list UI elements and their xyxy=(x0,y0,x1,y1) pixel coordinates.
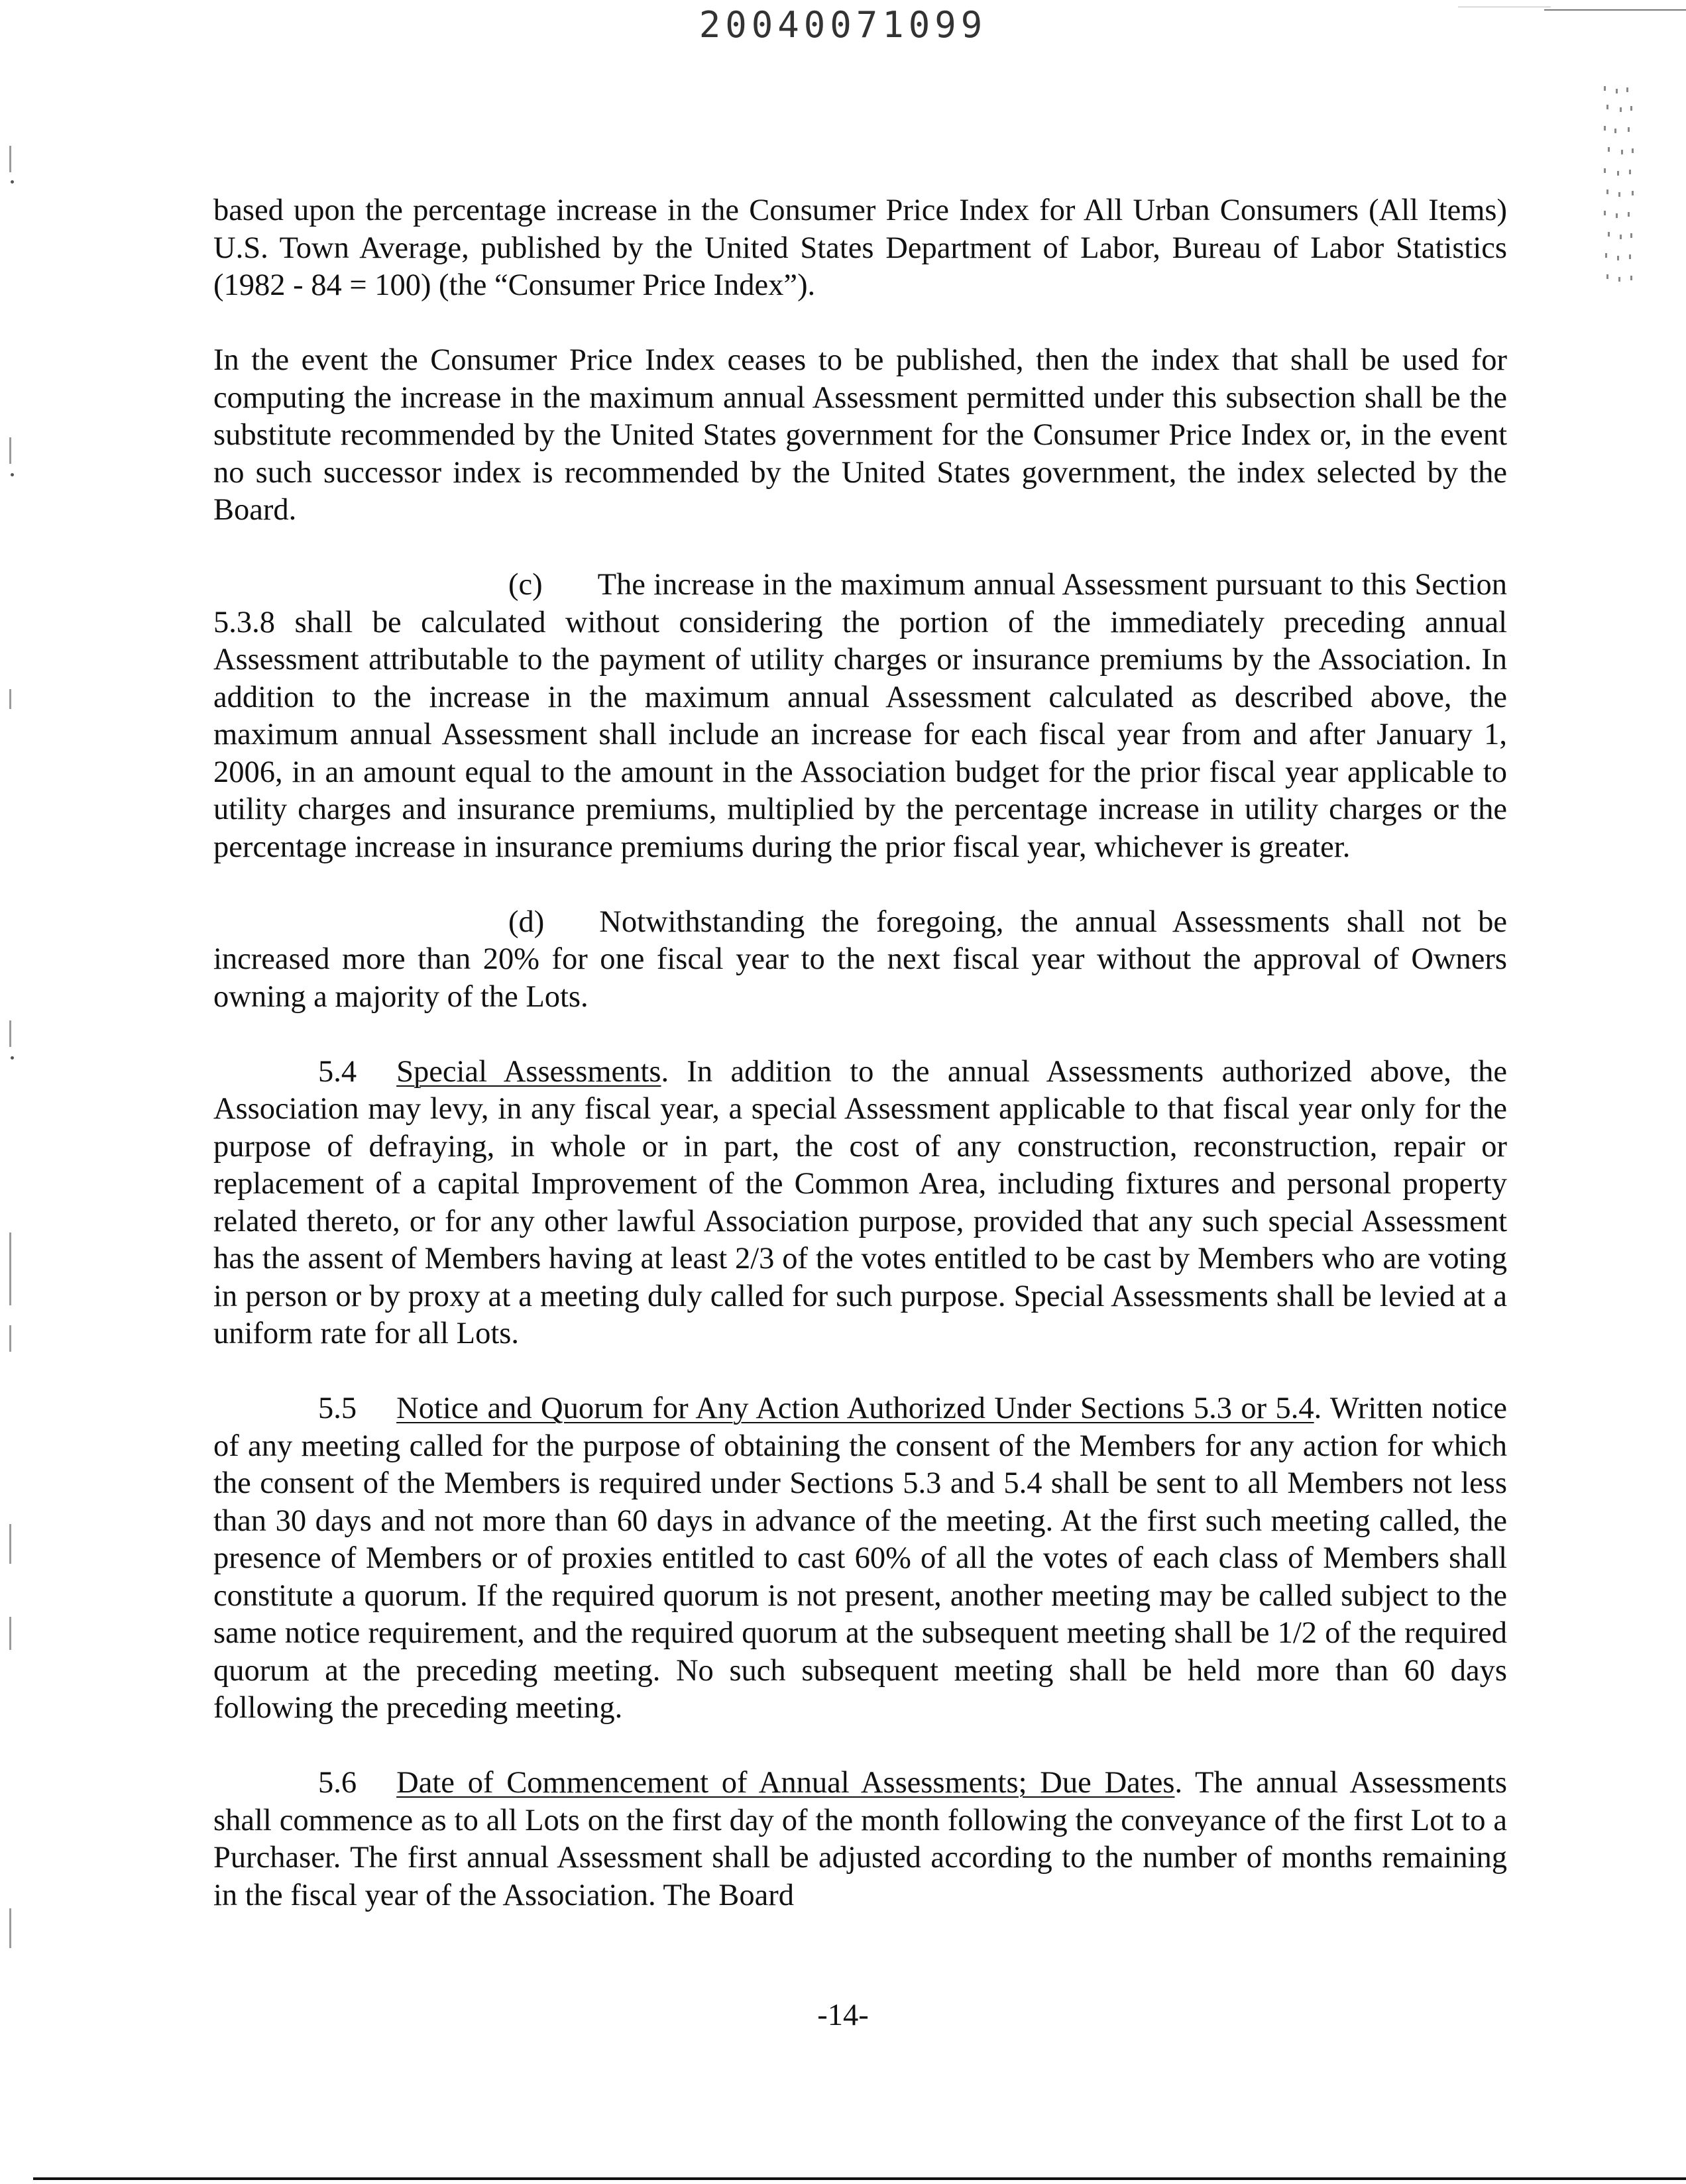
scan-edge-mark xyxy=(9,146,11,172)
paragraph-text: Notwithstanding the foregoing, the annual Assessments shall not be increased more than 20% for one fiscal year to the next fiscal year without the approval of Owners owning a majority of the Lots. xyxy=(213,904,1507,1014)
document-body xyxy=(213,192,1507,1952)
scan-edge-mark xyxy=(9,1908,11,1948)
section-number: 5.4 xyxy=(318,1054,357,1089)
section-text: . The annual Assessments shall commence as to all Lots on the first day of the month following the conveyance of the first Lot to a Purchaser. The first annual Assessment shall be adjusted according to the number of months remaining in the fiscal year of the Association. The Board xyxy=(213,1766,1507,1912)
scan-edge-dot xyxy=(11,180,14,184)
section-5-4 xyxy=(213,1054,1507,1353)
paragraph-cpi-basis: based upon the percentage increase in the Consumer Price Index for All Urban Consumers (All Items) U.S. Town Average, published by the United States Department of Labor, Bureau of Labor Statistics (1982 - 84 = 100) (the “Consumer Price Index”). xyxy=(213,193,1507,302)
document-number: 20040071099 xyxy=(699,4,987,46)
paragraph-c xyxy=(213,567,1507,866)
paragraph-text: The increase in the maximum annual Assessment pursuant to this Section 5.3.8 shall be calculated without considering the portion of the immediately preceding annual Assessment attributable to the payment of utility charges or insurance premiums by the Association. In addition to the increase in the maximum annual Assessment calculated as described above, the maximum annual Assessment shall include an increase for each fiscal year from and after January 1, 2006, in an amount equal to the amount in the Association budget for the prior fiscal year applicable to utility charges and insurance premiums, multiplied by the percentage increase in utility charges or the percentage increase in insurance premiums during the prior fiscal year, whichever is greater. xyxy=(213,568,1507,864)
section-text: . Written notice of any meeting called for the purpose of obtaining the consent of the Members for any action for which the consent of the Members is required under Sections 5.3 and 5.4 shall be sent to all Members not less than 30 days and not more than 60 days in advance of the meeting. At the first such meeting called, the presence of Members or of proxies entitled to cast 60% of all the votes of each class of Members shall constitute a quorum. If the required quorum is not present, another meeting may be called subject to the same notice requirement, and the required quorum at the subsequent meeting shall be 1/2 of the required quorum at the preceding meeting. No such subsequent meeting shall be held more than 60 days following the preceding meeting. xyxy=(213,1392,1507,1725)
page-number: -14- xyxy=(817,1998,869,2032)
section-title: Special Assessments xyxy=(396,1054,661,1089)
section-title: Notice and Quorum for Any Action Authorized Under Sections 5.3 or 5.4 xyxy=(396,1392,1314,1425)
scan-edge-mark xyxy=(9,689,11,709)
section-number: 5.6 xyxy=(318,1766,357,1800)
scan-edge-mark xyxy=(9,1325,11,1352)
section-number: 5.5 xyxy=(318,1392,357,1425)
scan-edge-dot xyxy=(11,473,14,476)
section-title: Date of Commencement of Annual Assessments; Due Dates xyxy=(396,1766,1175,1800)
scan-edge-mark xyxy=(9,1617,11,1650)
paragraph-d xyxy=(213,904,1507,1016)
paragraph-label: (d) xyxy=(508,904,545,939)
scan-edge-mark xyxy=(9,1232,11,1305)
scan-edge-dot xyxy=(11,1056,14,1060)
section-text: . In addition to the annual Assessments authorized above, the Association may levy, in any fiscal year, a special Assessment applicable to that fiscal year only for the purpose of defraying, in whole or in part, the cost of any construction, reconstruction, repair or replacement of a capital Improvement of the Common Area, including fixtures and personal property related thereto, or for any other lawful Association purpose, provided that any such special Assessment has the assent of Members having at least 2/3 of the votes entitled to be cast by Members who are voting in person or by proxy at a meeting duly called for such purpose. Special Assessments shall be levied at a uniform rate for all Lots. xyxy=(213,1054,1507,1350)
section-5-5 xyxy=(213,1390,1507,1727)
scan-edge-mark xyxy=(9,437,11,464)
paragraph-cpi-substitute: In the event the Consumer Price Index ceases to be published, then the index that shall be used for computing the increase in the maximum annual Assessment permitted under this subsection shall be the substitute recommended by the United States government for the Consumer Price Index or, in the event no such successor index is recommended by the United States government, the index selected by the Board. xyxy=(213,343,1507,527)
scan-edge-mark xyxy=(9,1524,11,1564)
section-5-6 xyxy=(213,1765,1507,1914)
scan-margin-specks xyxy=(1602,86,1636,298)
scan-bottom-rule xyxy=(33,2177,1686,2180)
paragraph-label: (c) xyxy=(508,568,543,602)
scan-edge-mark xyxy=(9,1020,11,1047)
